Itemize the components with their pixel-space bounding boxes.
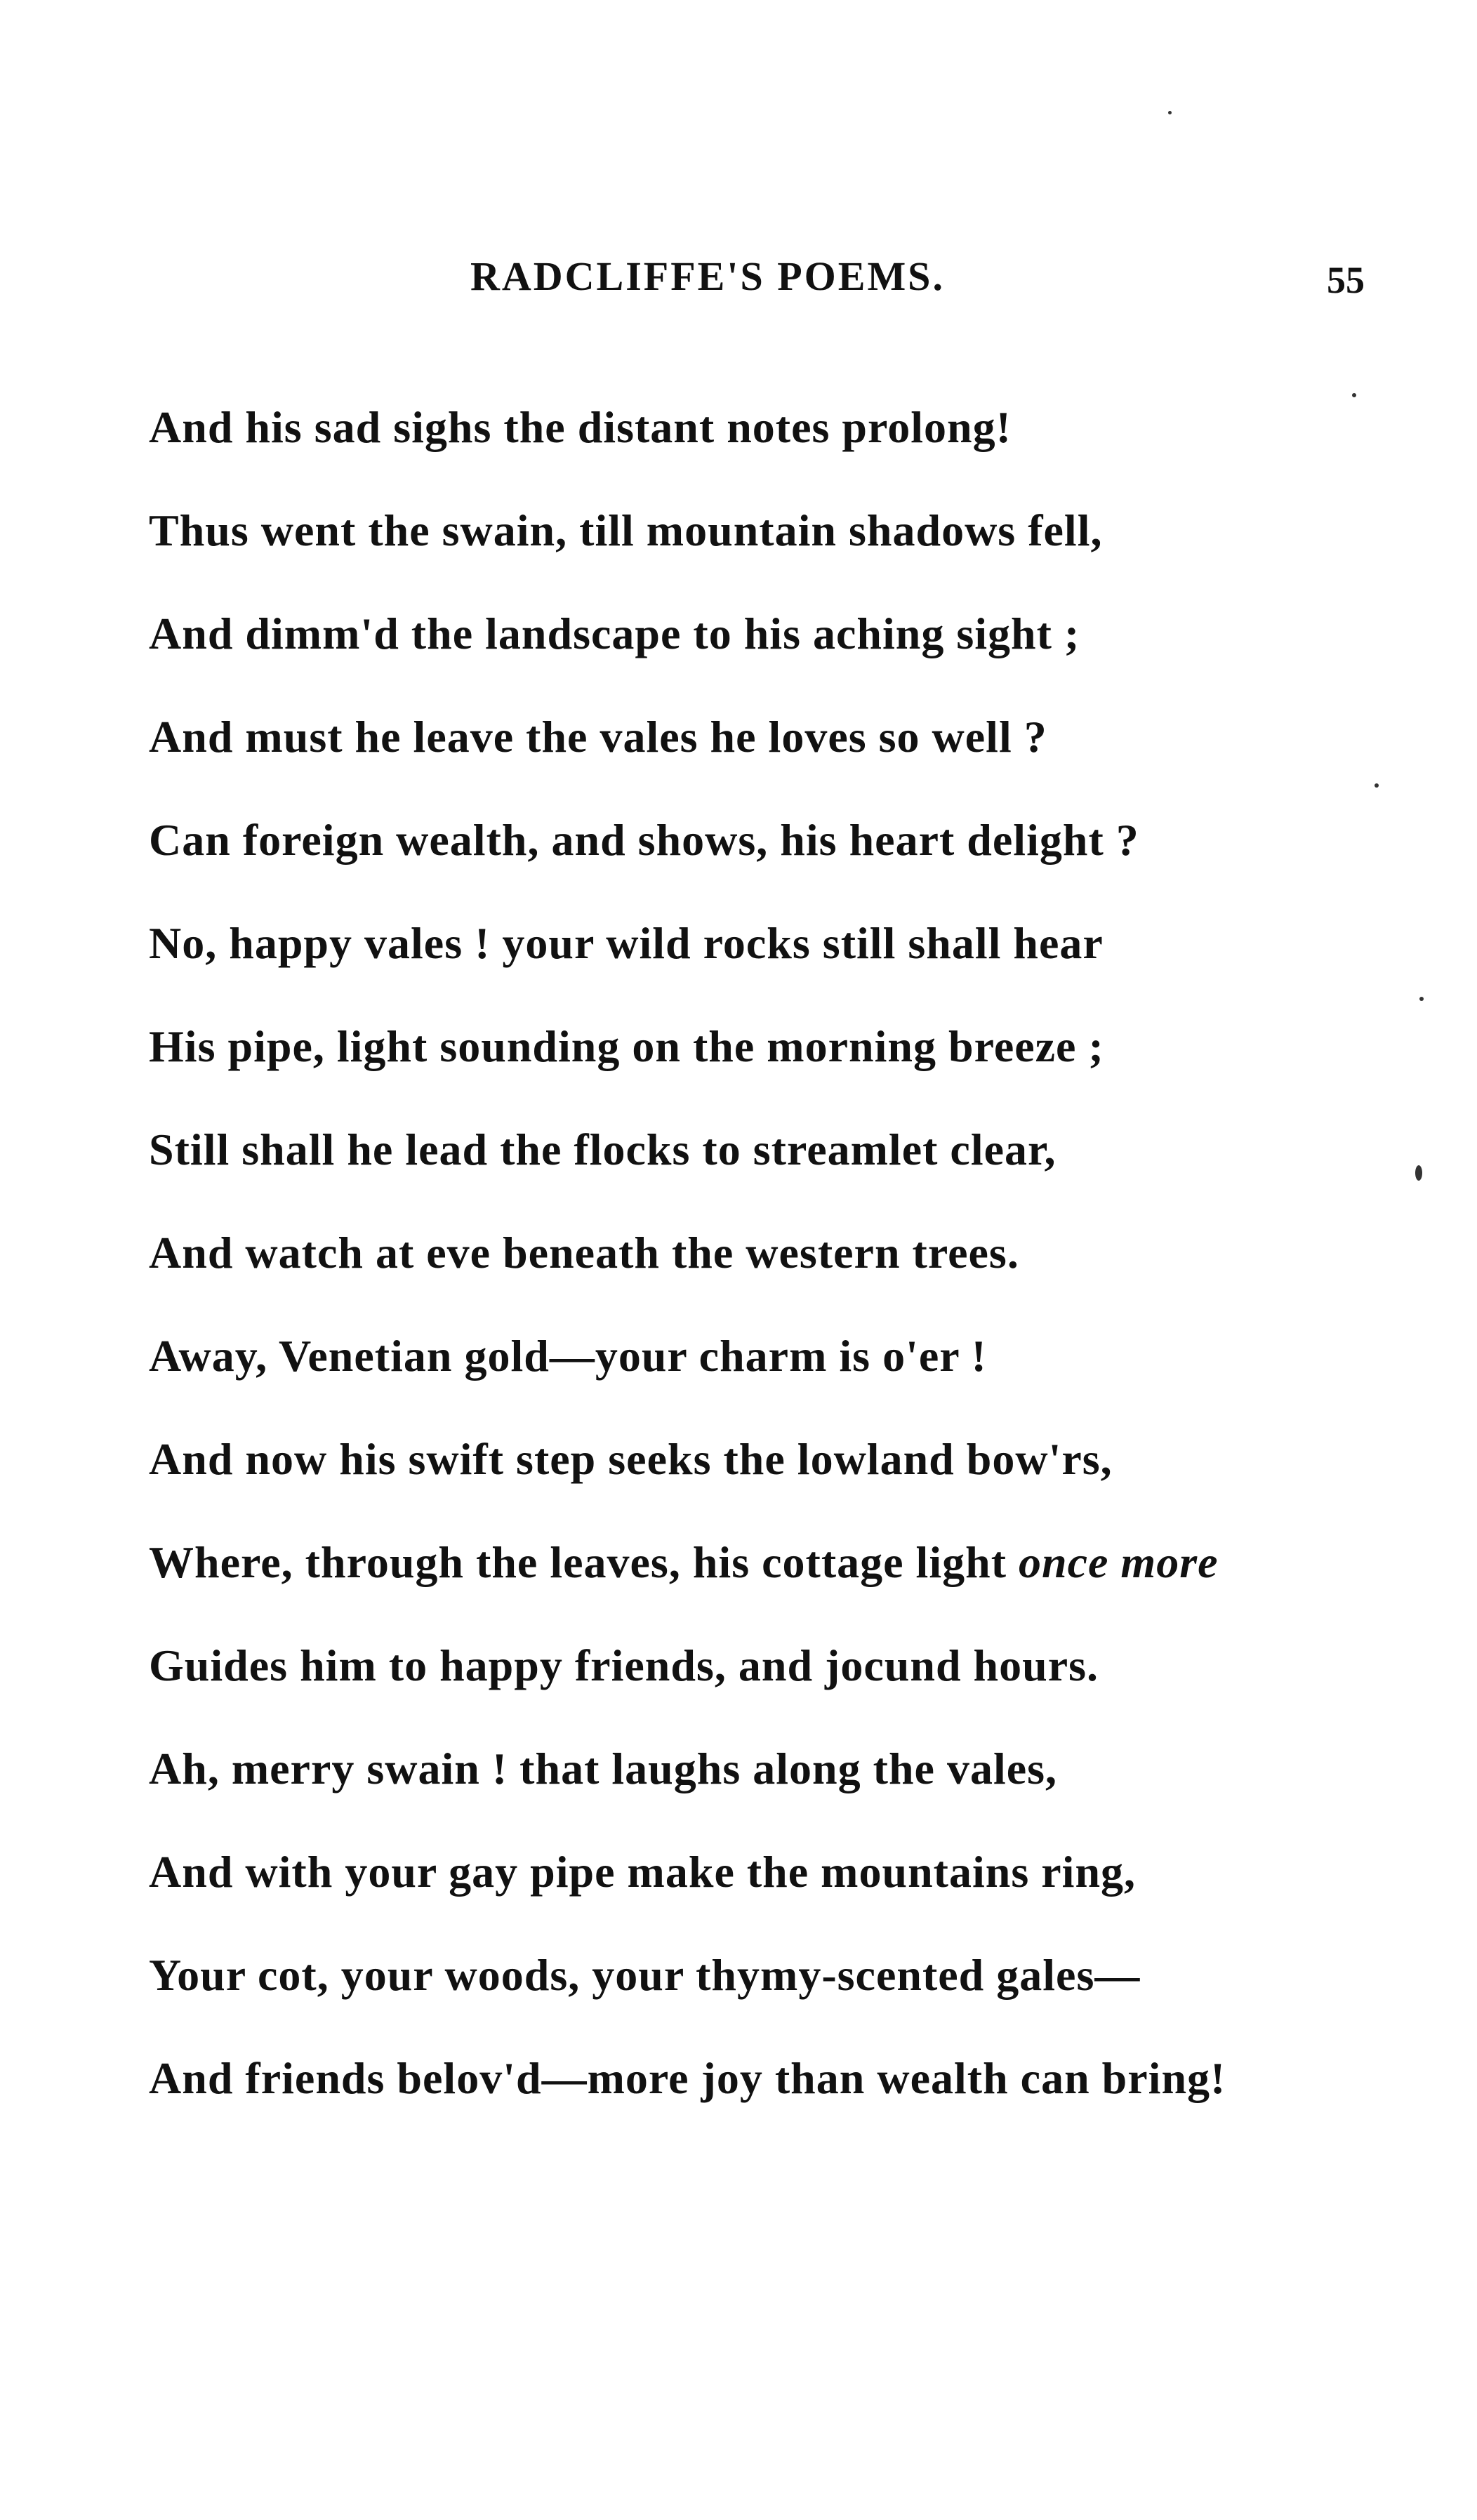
poem-line: And his sad sighs the distant notes prolong!	[149, 402, 1012, 452]
poem-line: Away, Venetian gold—your charm is o'er !	[149, 1331, 987, 1381]
running-head	[0, 253, 1477, 316]
poem-line: Ah, merry swain ! that laughs along the vales,	[149, 1744, 1058, 1793]
scan-speck	[1419, 997, 1424, 1001]
poem-line: Thus went the swain, till mountain shadows fell,	[149, 505, 1103, 555]
poem-line: Can foreign wealth, and shows, his heart delight ?	[149, 815, 1139, 865]
poem-line-italic: once more	[1019, 1537, 1219, 1587]
poem-line: No, happy vales ! your wild rocks still shall hear	[149, 918, 1104, 968]
scan-speck	[1415, 1165, 1422, 1181]
page-number: 55	[1327, 259, 1365, 301]
poem-line: And must he leave the vales he loves so well ?	[149, 712, 1047, 762]
poem-line: Still shall he lead the flocks to streamlet clear,	[149, 1125, 1057, 1174]
poem-line: Your cot, your woods, your thymy-scented gales—	[149, 1950, 1141, 2000]
running-title: RADCLIFFE'S POEMS.	[470, 253, 945, 299]
poem-line: And with your gay pipe make the mountains ring,	[149, 1847, 1137, 1897]
poem-line	[149, 1537, 1398, 1640]
poem-body	[149, 402, 1398, 2156]
poem-line-text: Where, through the leaves, his cottage light	[149, 1537, 1007, 1587]
poem-line: And watch at eve beneath the western trees.	[149, 1228, 1019, 1278]
scan-speck	[1168, 111, 1172, 114]
scan-speck	[1352, 393, 1356, 397]
scan-speck	[1375, 783, 1379, 788]
poem-line: And now his swift step seeks the lowland bow'rs,	[149, 1434, 1113, 1484]
poem-line: Guides him to happy friends, and jocund hours.	[149, 1640, 1099, 1690]
poem-line: And friends belov'd—more joy than wealth can bring!	[149, 2053, 1226, 2103]
poem-line: His pipe, light sounding on the morning breeze ;	[149, 1021, 1104, 1071]
poem-line: And dimm'd the landscape to his aching sight ;	[149, 609, 1080, 658]
